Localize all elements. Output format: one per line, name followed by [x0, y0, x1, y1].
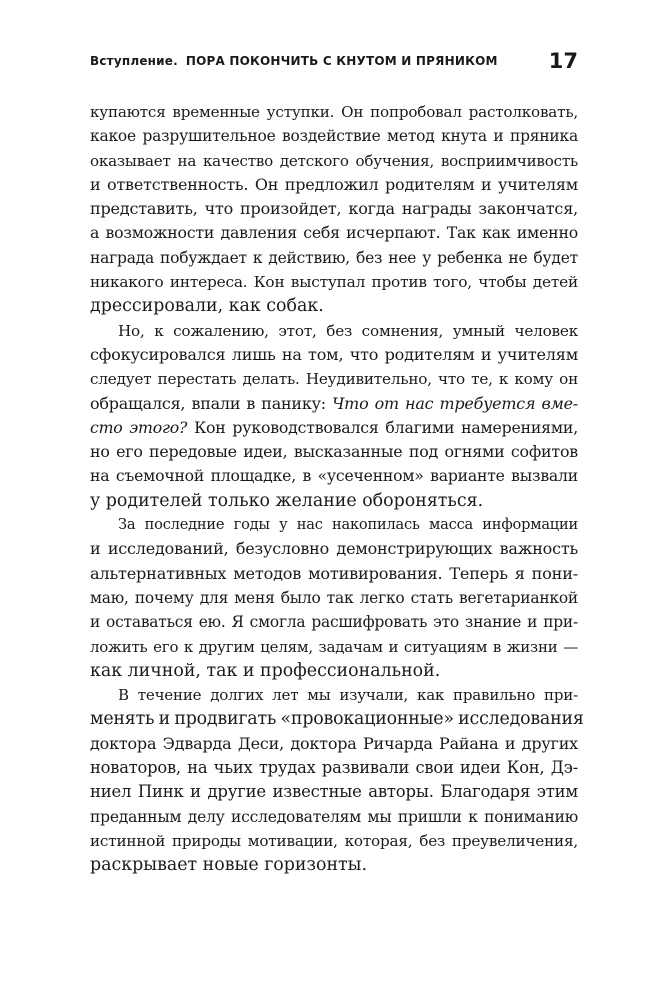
- running-head-text: [90, 54, 498, 68]
- text-line: Но, к сожалению, этот, без сомнения, умный человек: [118, 321, 578, 340]
- text-line: никакого интереса. Кон выступал против того, чтобы детей: [90, 273, 578, 292]
- text-line: доктора Эдварда Деси, доктора Ричарда Райана и других: [90, 733, 578, 753]
- text-line: ниел Пинк и другие известные авторы. Благодаря этим: [90, 782, 578, 802]
- running-head-title: ПОРА ПОКОНЧИТЬ С КНУТОМ И ПРЯНИКОМ: [185, 54, 498, 68]
- text-line: новаторов, на чьих трудах развивали свои идеи Кон, Дэ-: [90, 758, 578, 778]
- text-line: награда побуждает к действию, без нее у ребенка не будет: [90, 248, 578, 267]
- text-line: как личной, так и профессиональной.: [90, 660, 441, 681]
- text-line: у родителей только желание обороняться.: [90, 490, 484, 511]
- text-line: и ответственность. Он предложил родителям и учителям: [90, 174, 578, 194]
- text-line: представить, что произойдет, когда награды закончатся,: [90, 199, 578, 219]
- text-line: менять и продвигать «провокационные» исследования: [90, 709, 584, 730]
- running-head: [90, 49, 578, 75]
- text-line: дрессировали, как собак.: [90, 296, 324, 317]
- text-line: В течение долгих лет мы изучали, как правильно при-: [118, 686, 578, 705]
- text-line: следует перестать делать. Неудивительно, что те, к кому он: [90, 370, 578, 389]
- text-line: и исследований, безусловно демонстрирующих важность: [90, 539, 578, 559]
- text-line-mixed: [90, 392, 578, 416]
- text-line: За последние годы у нас накопилась масса информации: [118, 516, 578, 534]
- text-line: преданным делу исследователям мы пришли к пониманию: [90, 807, 578, 826]
- body-text: [90, 100, 584, 878]
- text-line: оказывает на качество детского обучения, восприимчивость: [90, 151, 578, 170]
- text-line: истинной природы мотивации, которая, без преувеличения,: [90, 831, 578, 850]
- page-number: 17: [548, 49, 578, 73]
- italic-segment: сто этого?: [90, 417, 188, 437]
- text-line: купаются временные уступки. Он попробовал растолковать,: [90, 103, 578, 121]
- text-line: альтернативных методов мотивирования. Теперь я пони-: [90, 563, 578, 583]
- text-segment: обращался, впали в панику:: [90, 393, 326, 413]
- text-line: маю, почему для меня было так легко стать вегетарианкой: [90, 588, 578, 607]
- text-segment: Кон руководствовался благими намерениями,: [194, 417, 578, 437]
- text-line: раскрывает новые горизонты.: [90, 855, 368, 876]
- text-line: ложить его к другим целям, задачам и ситуациям в жизни —: [90, 637, 578, 656]
- text-line: но его передовые идеи, высказанные под огнями софитов: [90, 442, 578, 462]
- text-line: и оставаться ею. Я смогла расшифровать это знание и при-: [90, 613, 578, 632]
- italic-segment: Что от нас требуется вме-: [332, 393, 578, 413]
- text-line-mixed: [90, 416, 578, 440]
- text-line: какое разрушительное воздействие метод кнута и пряника: [90, 127, 578, 146]
- text-line: сфокусировался лишь на том, что родителям и учителям: [90, 344, 578, 364]
- text-line: на съемочной площадке, в «усеченном» варианте вызвали: [90, 466, 578, 486]
- text-line: а возможности давления себя исчерпают. Так как именно: [90, 223, 578, 243]
- running-head-section: Вступление.: [90, 54, 178, 68]
